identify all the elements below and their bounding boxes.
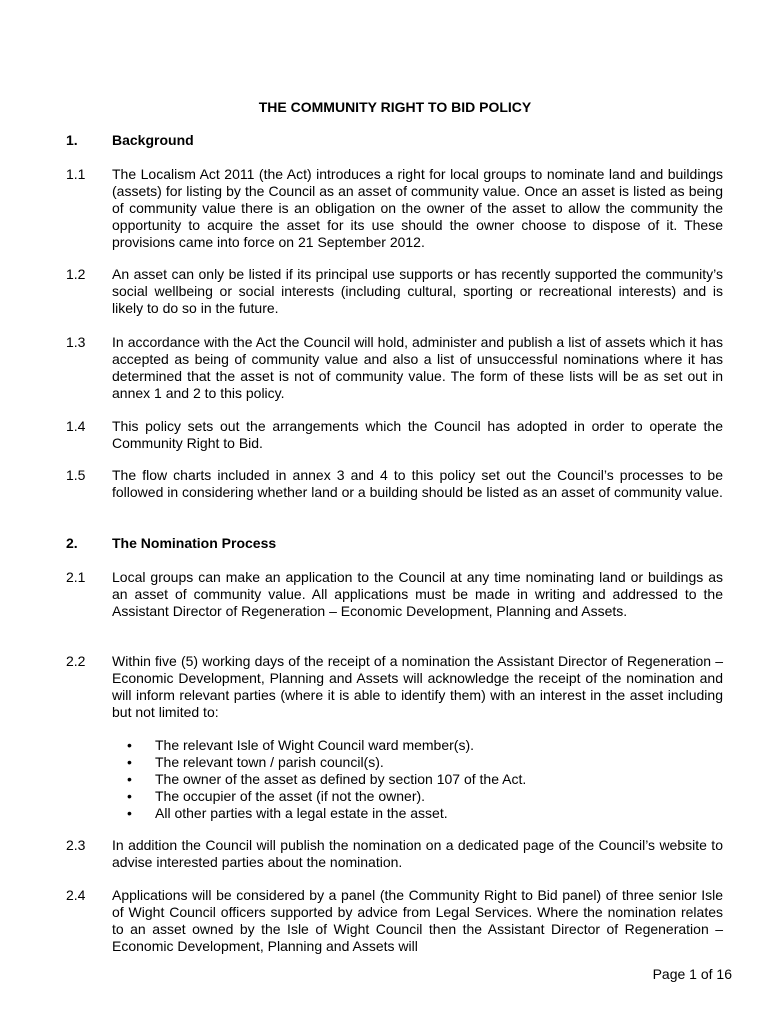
paragraph-number: 1.4 — [66, 418, 86, 434]
paragraph-1-2 — [66, 266, 723, 317]
paragraph-1-5 — [66, 467, 723, 501]
section-title: Background — [112, 132, 194, 148]
notified-parties-list — [127, 737, 627, 822]
list-item: • The relevant Isle of Wight Council ward member(s). — [127, 737, 474, 753]
paragraph-1-4 — [66, 418, 723, 452]
paragraph-2-4 — [66, 887, 723, 955]
list-item: • The owner of the asset as defined by section 107 of the Act. — [127, 771, 527, 788]
paragraph-number: 2.1 — [66, 569, 86, 585]
paragraph-1-1 — [66, 166, 723, 251]
paragraph-number: 2.4 — [66, 887, 86, 903]
paragraph-text: Local groups can make an application to the Council at any time nominating land or buildings as an asset of community value. All applications must be made in writing and addressed to the Assistant Director of Regeneration – Economic Development, Planning and Assets. — [112, 569, 723, 620]
paragraph-text: The flow charts included in annex 3 and 4 to this policy set out the Council’s processes to be followed in considering whether land or a building should be listed as an asset of community value. — [112, 467, 723, 501]
document-title: THE COMMUNITY RIGHT TO BID POLICY — [258, 99, 532, 115]
list-item: • All other parties with a legal estate in the asset. — [127, 805, 448, 822]
bullet-icon: • — [127, 771, 132, 788]
paragraph-text: In accordance with the Act the Council will hold, administer and publish a list of assets which it has accepted as being of community value and also a list of unsuccessful nominations where it has determined that the asset is not of community value. The form of these lists will be as set out in annex 1 and 2 to this policy. — [112, 334, 723, 402]
paragraph-text: The Localism Act 2011 (the Act) introduces a right for local groups to nominate land and buildings (assets) for listing by the Council as an asset of community value. Once an asset is listed as being of community value there is an obligation on the owner of the asset to allow the community the opportunity to acquire the asset for its use should the owner choose to dispose of it. These provisions came into force on 21 September 2012. — [112, 166, 723, 251]
paragraph-number: 1.3 — [66, 334, 86, 350]
paragraph-text: This policy sets out the arrangements which the Council has adopted in order to operate the Community Right to Bid. — [112, 418, 723, 452]
paragraph-text: An asset can only be listed if its principal use supports or has recently supported the community’s social wellbeing or social interests (including cultural, sporting or recreational interests) and is likely to do so in the future. — [112, 266, 723, 317]
section-number: 1. — [66, 132, 78, 148]
paragraph-number: 1.1 — [66, 166, 86, 182]
paragraph-1-3 — [66, 334, 723, 402]
paragraph-text: Within five (5) working days of the receipt of a nomination the Assistant Director of Regeneration – Economic Development, Planning and Assets will acknowledge the receipt of the nomination and will inform relevant parties (where it is able to identify them) with an interest in the asset including but not limited to: — [112, 653, 723, 721]
paragraph-text: In addition the Council will publish the nomination on a dedicated page of the Council’s website to advise interested parties about the nomination. — [112, 837, 723, 871]
section-number: 2. — [66, 535, 78, 551]
paragraph-number: 2.3 — [66, 837, 86, 853]
paragraph-text: Applications will be considered by a panel (the Community Right to Bid panel) of three senior Isle of Wight Council officers supported by advice from Legal Services. Where the nomination relates to an asset owned by the Isle of Wight Council then the Assistant Director of Regeneration – Economic Development, Planning and Assets will — [112, 887, 723, 955]
bullet-icon: • — [127, 737, 132, 753]
bullet-icon: • — [127, 754, 132, 771]
section-title: The Nomination Process — [112, 535, 277, 551]
list-item: • The occupier of the asset (if not the owner). — [127, 788, 426, 805]
paragraph-2-2 — [66, 653, 723, 721]
paragraph-number: 2.2 — [66, 653, 86, 669]
paragraph-number: 1.5 — [66, 467, 86, 483]
bullet-icon: • — [127, 788, 132, 805]
paragraph-2-3 — [66, 837, 723, 871]
paragraph-number: 1.2 — [66, 266, 86, 282]
list-item: • The relevant town / parish council(s). — [127, 754, 384, 771]
paragraph-2-1 — [66, 569, 723, 620]
bullet-icon: • — [127, 805, 132, 822]
page-number: Page 1 of 16 — [652, 966, 732, 982]
